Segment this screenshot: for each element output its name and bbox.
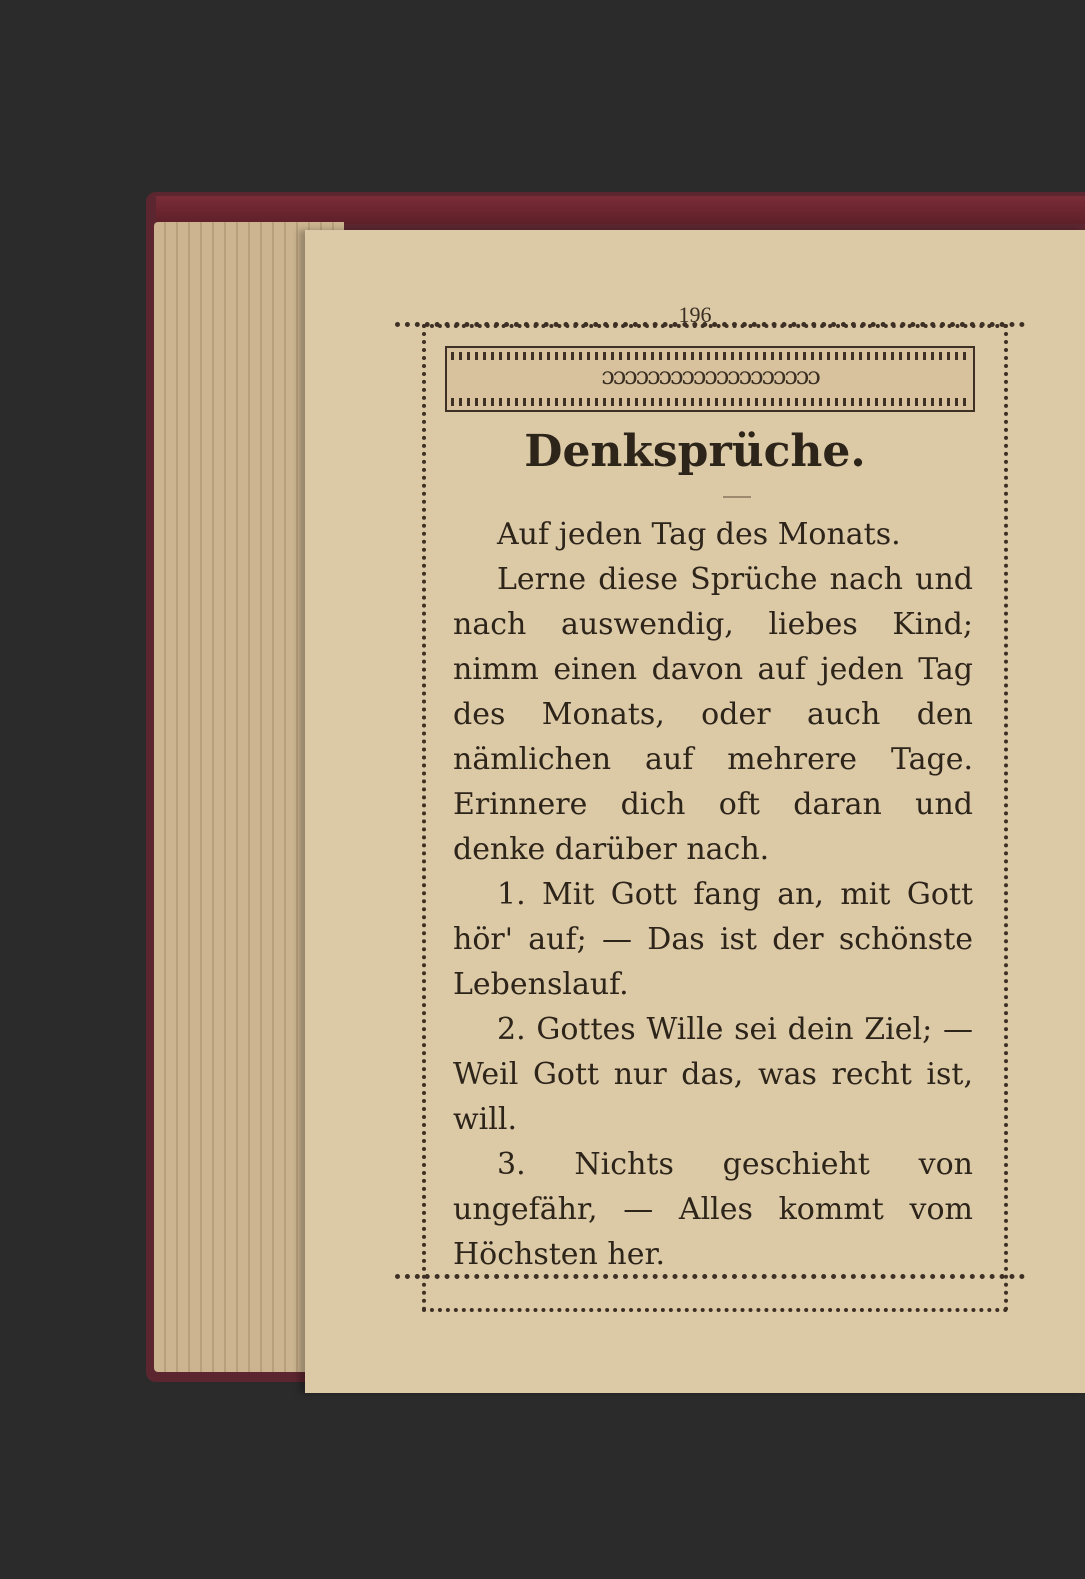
header-rule-top	[451, 352, 969, 360]
ornamental-header	[445, 346, 975, 412]
saying-1: 1. Mit Gott fang an, mit Gott hör' auf; — Das ist der schönste Lebenslauf.	[453, 877, 973, 1002]
page-title: Denksprüche.	[524, 426, 866, 477]
title-divider	[723, 496, 751, 498]
book-cover-edge	[156, 196, 1085, 224]
ornament-band: ɔɔɔɔɔɔɔɔɔɔɔɔɔɔɔɔɔɔɔ	[601, 362, 819, 390]
intro-paragraph: Lerne diese Sprüche nach und nach auswendig, liebes Kind; nimm einen davon auf jeden Tag des Monats, oder auch den nämlichen auf mehrere Tage. Erinnere dich oft daran und denke darüber nach.	[453, 562, 973, 867]
body-text	[453, 512, 973, 1277]
book-page	[305, 230, 1085, 1393]
header-rule-bottom	[451, 398, 969, 406]
saying-2: 2. Gottes Wille sei dein Ziel; — Weil Gott nur das, was recht ist, will.	[453, 1012, 973, 1137]
intro-heading: Auf jeden Tag des Monats.	[497, 517, 901, 552]
page-number: 196	[678, 302, 712, 327]
saying-3: 3. Nichts geschieht von ungefähr, — Alles kommt vom Höchsten her.	[453, 1147, 973, 1272]
